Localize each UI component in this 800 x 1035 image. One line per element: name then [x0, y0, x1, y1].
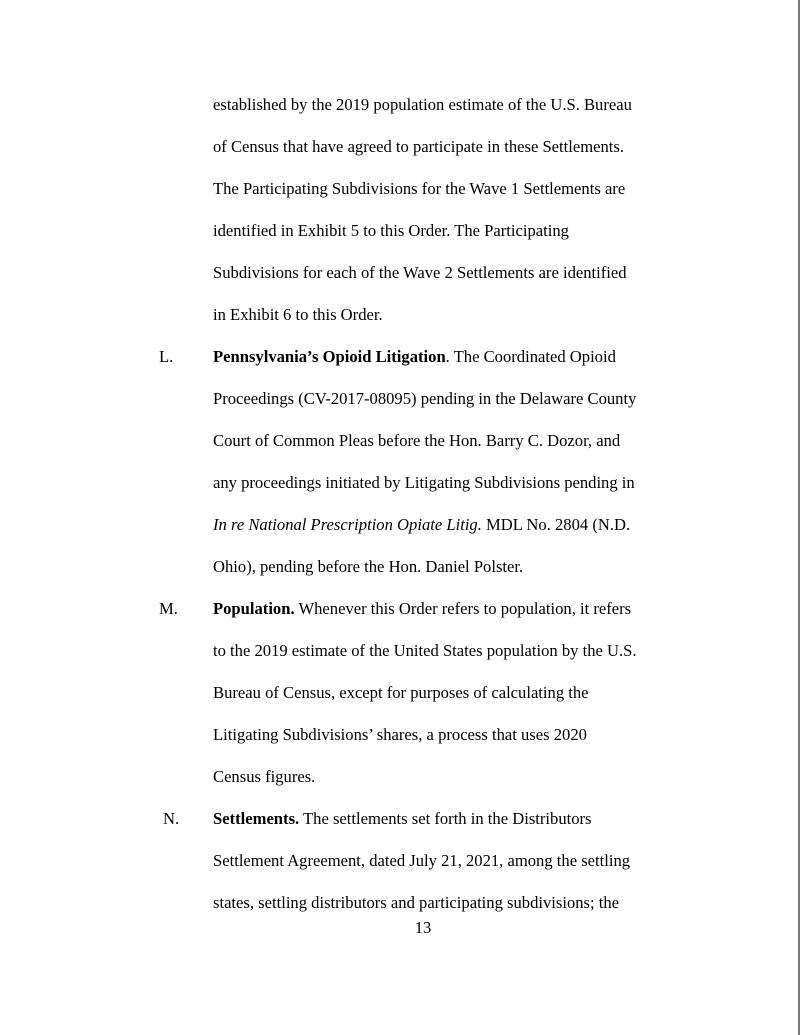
- intro-line-5: Subdivisions for each of the Wave 2 Settlements are identified: [213, 263, 627, 282]
- section-m-line-1: [213, 599, 631, 619]
- section-m-line-4: Litigating Subdivisions’ shares, a process that uses 2020: [213, 725, 587, 744]
- section-m-line-1-text: Whenever this Order refers to population, it refers: [294, 599, 632, 618]
- section-l-line-5-text: MDL No. 2804 (N.D.: [481, 515, 631, 534]
- intro-line-2: of Census that have agreed to participate in these Settlements.: [213, 137, 625, 156]
- section-l-line-1-text: . The Coordinated Opioid: [445, 347, 616, 366]
- section-l-line-3: Court of Common Pleas before the Hon. Barry C. Dozor, and: [213, 431, 621, 450]
- intro-line-6: in Exhibit 6 to this Order.: [213, 305, 383, 324]
- section-m-heading: Population.: [213, 599, 295, 618]
- section-n-line-3: states, settling distributors and participating subdivisions; the: [213, 893, 620, 912]
- section-l-line-1: [213, 347, 616, 367]
- intro-line-4: identified in Exhibit 5 to this Order. The Participating: [213, 221, 569, 240]
- intro-line-3: The Participating Subdivisions for the Wave 1 Settlements are: [213, 179, 626, 198]
- section-n-line-2: Settlement Agreement, dated July 21, 2021, among the settling: [213, 851, 631, 870]
- section-m-line-2: to the 2019 estimate of the United States population by the U.S.: [213, 641, 637, 660]
- section-m-marker: M.: [159, 599, 178, 618]
- section-n-line-1: [213, 809, 592, 829]
- section-m-line-3: Bureau of Census, except for purposes of calculating the: [213, 683, 589, 702]
- section-l-marker: L.: [159, 347, 174, 366]
- section-l-line-6: Ohio), pending before the Hon. Daniel Polster.: [213, 557, 524, 576]
- section-l-line-5: [213, 515, 630, 535]
- section-n-heading: Settlements.: [213, 809, 300, 828]
- page-number: 13: [414, 918, 432, 937]
- intro-line-1: established by the 2019 population estimate of the U.S. Bureau: [213, 95, 632, 114]
- section-l-line-4: any proceedings initiated by Litigating Subdivisions pending in: [213, 473, 635, 492]
- section-m-line-5: Census figures.: [213, 767, 316, 786]
- section-n-marker: N.: [163, 809, 180, 828]
- section-l-heading: Pennsylvania’s Opioid Litigation: [213, 347, 446, 366]
- section-l-line-2: Proceedings (CV-2017-08095) pending in the Delaware County: [213, 389, 637, 408]
- section-n-line-1-text: The settlements set forth in the Distributors: [299, 809, 592, 828]
- case-citation: In re National Prescription Opiate Litig.: [213, 515, 482, 534]
